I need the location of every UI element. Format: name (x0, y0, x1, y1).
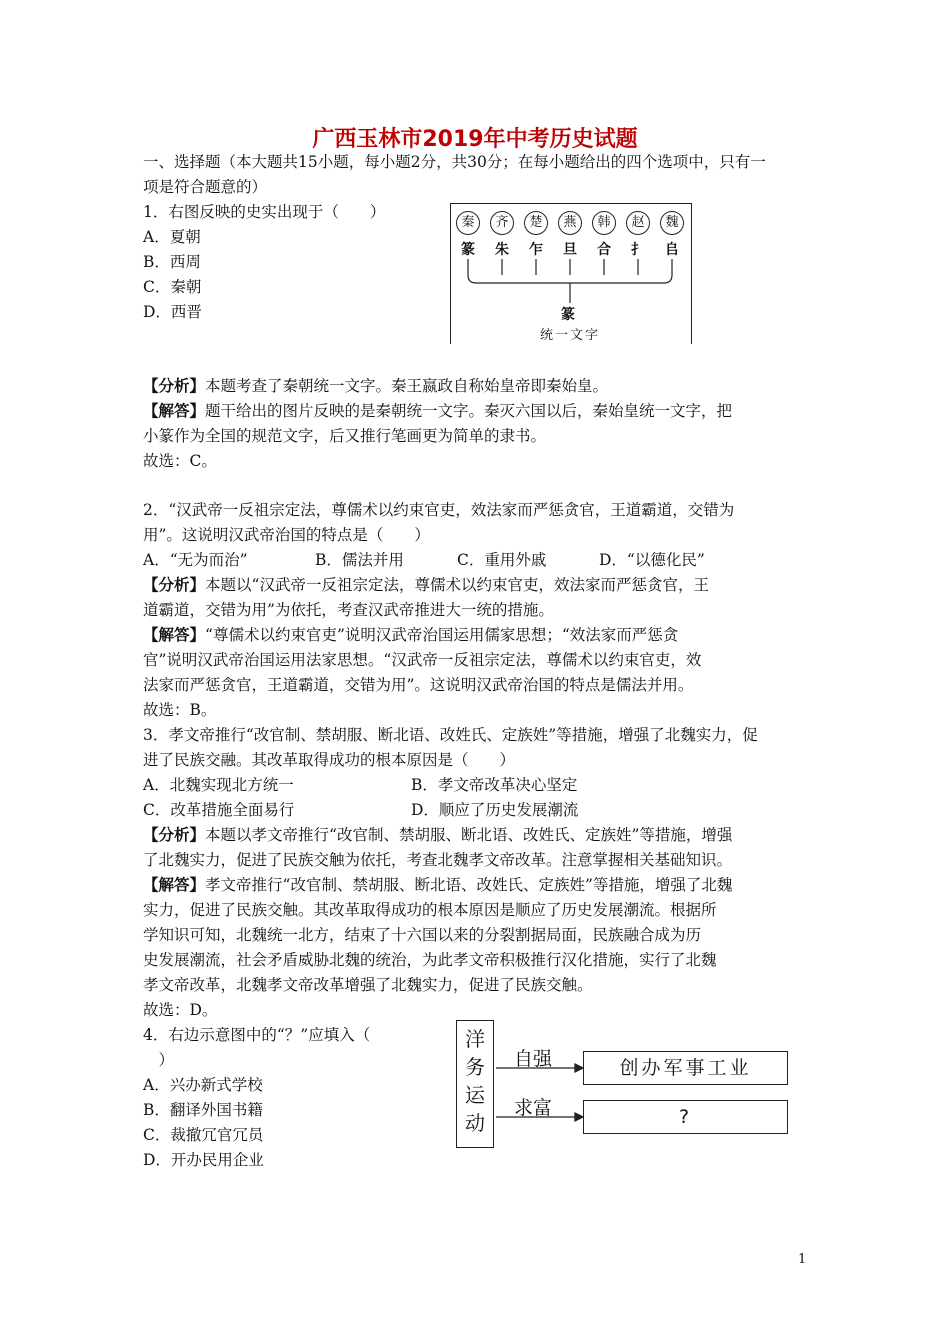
analysis-tag: 【分析】 (143, 377, 206, 395)
q4-stem: 4．右边示意图中的“？”应填入（ (143, 1026, 371, 1044)
state-wei: 魏 (660, 211, 684, 235)
q1-answer-cont: 小篆作为全国的规范文字，后又推行笔画更为简单的隶书。 (143, 427, 547, 445)
q3-choice: 故选：D。 (143, 1001, 218, 1019)
section-header-cont: 项是符合题意的） (143, 178, 268, 196)
script-yan: 旦 (563, 242, 577, 258)
state-zhao: 赵 (626, 211, 650, 235)
unified-script-glyph: 篆 (561, 307, 575, 323)
script-zhao: 扌 (631, 242, 645, 258)
q1-analysis (143, 376, 608, 396)
q3-analysis-cont: 了北魏实力，促进了民族交触为依托，考查北魏孝文帝改革。注意掌握相关基础知识。 (143, 851, 733, 869)
answer-text: 题干给出的图片反映的是秦朝统一文字。秦灭六国以后，秦始皇统一文字，把 (205, 402, 733, 420)
q3-answer-cont2: 学知识可知，北魏统一北方，结束了十六国以来的分裂割据局面，民族融合成为历 (143, 926, 702, 944)
state-qin: 秦 (456, 211, 480, 235)
q1-option-b: B．西周 (143, 253, 201, 271)
q3-answer-cont4: 孝文帝改革，北魏孝文帝改革增强了北魏实力，促进了民族交触。 (143, 976, 593, 994)
script-qi: 朱 (495, 242, 509, 258)
page-title: 广西玉林市2019年中考历史试题 (312, 127, 638, 152)
analysis-tag: 【分析】 (143, 576, 206, 594)
q3-analysis (143, 825, 732, 845)
q4-option-b: B．翻译外国书籍 (143, 1101, 263, 1119)
figure-caption: 统一文字 (540, 328, 601, 343)
slogan-prosperity: 求富 (514, 1097, 553, 1119)
answer-tag: 【解答】 (143, 626, 206, 644)
q4-option-c: C．裁撤冗官冗员 (143, 1126, 264, 1144)
state-han: 韩 (592, 211, 616, 235)
script-qin: 篆 (461, 242, 475, 258)
q4-option-d: D．开办民用企业 (143, 1151, 264, 1169)
q4-stem-cont: ） (143, 1051, 175, 1069)
unify-script-figure (450, 203, 692, 345)
analysis-text: 本题以孝文帝推行“改官制、禁胡服、断北语、改姓氏、定族姓”等措施，增强 (205, 826, 733, 844)
q1-option-c: C．秦朝 (143, 278, 202, 296)
answer-tag: 【解答】 (143, 402, 206, 420)
unknown-box: ? (583, 1100, 788, 1134)
q1-answer (143, 401, 732, 421)
diagram-arrows (456, 1020, 791, 1155)
script-han: 合 (597, 242, 611, 258)
q3-option-a: A．北魏实现北方统一 (143, 776, 294, 794)
q3-option-d: D．顺应了历史发展潮流 (411, 801, 579, 819)
q1-stem: 1．右图反映的史实出现于（ ） (143, 203, 386, 221)
q3-option-b: B．孝文帝改革决心坚定 (411, 776, 578, 794)
movement-box: 洋务运动 (456, 1020, 494, 1148)
analysis-text: 本题以“汉武帝一反祖宗定法，尊儒术以约束官吏，效法家而严惩贪官，王 (205, 576, 709, 594)
q2-option-d: D．“以德化民” (599, 551, 705, 569)
westernization-diagram (456, 1020, 791, 1155)
slogan-self-strengthening: 自强 (514, 1048, 553, 1070)
q2-option-b: B．儒法并用 (315, 551, 404, 569)
military-industry-box: 创办军事工业 (583, 1051, 788, 1085)
q2-answer-cont2: 法家而严惩贪官，王道霸道，交错为用”。这说明汉武帝治国的特点是儒法并用。 (143, 676, 694, 694)
q3-stem: 3．孝文帝推行“改官制、禁胡服、断北语、改姓氏、定族姓”等措施，增强了北魏实力，促 (143, 726, 758, 744)
q2-option-c: C．重用外戚 (457, 551, 547, 569)
q2-analysis-cont: 道霸道，交错为用”为依托，考查汉武帝推进大一统的措施。 (143, 601, 554, 619)
q2-option-a: A．“无为而治” (143, 551, 248, 569)
q1-option-a: A．夏朝 (143, 228, 201, 246)
q2-analysis (143, 575, 709, 595)
q2-stem-cont: 用”。这说明汉武帝治国的特点是（ ） (143, 526, 430, 544)
q3-answer-cont: 实力，促进了民族交触。其改革取得成功的根本原因是顺应了历史发展潮流。根据所 (143, 901, 717, 919)
q3-option-c: C．改革措施全面易行 (143, 801, 295, 819)
state-qi: 齐 (490, 211, 514, 235)
q1-option-d: D．西晋 (143, 303, 202, 321)
q2-options (143, 550, 705, 570)
section-header: 一、选择题（本大题共15小题，每小题2分，共30分；在每小题给出的四个选项中，只有一 (143, 153, 766, 171)
q3-options-row2 (143, 800, 578, 820)
q4-option-a: A．兴办新式学校 (143, 1076, 263, 1094)
q3-answer (143, 875, 732, 895)
state-chu: 楚 (524, 211, 548, 235)
script-chu: 乍 (529, 242, 543, 258)
state-yan: 燕 (558, 211, 582, 235)
q2-stem: 2．“汉武帝一反祖宗定法，尊儒术以约束官吏，效法家而严惩贪官，王道霸道，交错为 (143, 501, 735, 519)
q1-choice: 故选：C。 (143, 452, 217, 470)
answer-text: “尊儒术以约束官吏”说明汉武帝治国运用儒家思想；“效法家而严惩贪 (205, 626, 679, 644)
q2-choice: 故选：B。 (143, 701, 217, 719)
answer-text: 孝文帝推行“改官制、禁胡服、断北语、改姓氏、定族姓”等措施，增强了北魏 (205, 876, 733, 894)
analysis-tag: 【分析】 (143, 826, 206, 844)
q2-answer (143, 625, 678, 645)
analysis-text: 本题考查了秦朝统一文字。秦王嬴政自称始皇帝即秦始皇。 (205, 377, 609, 395)
q3-answer-cont3: 史发展潮流，社会矛盾威胁北魏的统治，为此孝文帝积极推行汉化措施，实行了北魏 (143, 951, 717, 969)
page-number: 1 (798, 1252, 807, 1267)
q3-stem-cont: 进了民族交融。其改革取得成功的根本原因是（ ） (143, 751, 516, 769)
q3-options-row1 (143, 775, 577, 795)
q2-answer-cont: 官”说明汉武帝治国运用法家思想。“汉武帝一反祖宗定法，尊儒术以约束官吏，效 (143, 651, 702, 669)
answer-tag: 【解答】 (143, 876, 206, 894)
script-wei: 𠂤 (665, 242, 679, 258)
